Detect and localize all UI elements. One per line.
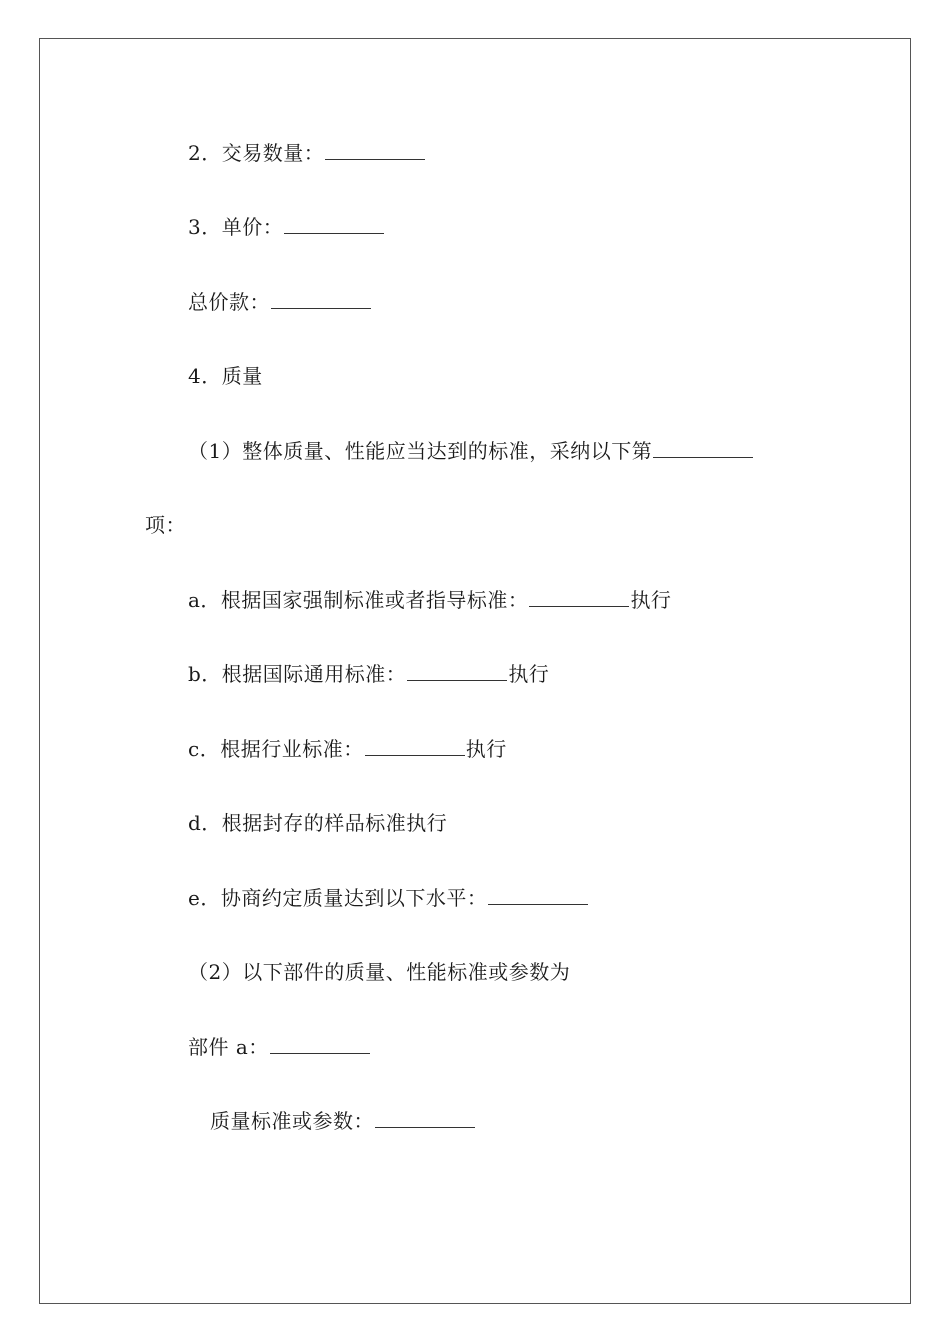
total-price-line — [188, 289, 372, 315]
trade-quantity-label: 2．交易数量： — [188, 141, 325, 165]
unit-price-line — [188, 214, 385, 240]
part-a-standard-label: 质量标准或参数： — [210, 1109, 374, 1133]
parts-quality-heading-text: （2）以下部件的质量、性能标准或参数为 — [188, 960, 571, 984]
option-a-label: a．根据国家强制标准或者指导标准： — [188, 588, 529, 612]
part-a-label: 部件 a： — [188, 1035, 269, 1059]
quality-heading-text: 4．质量 — [188, 364, 263, 388]
overall-quality-continuation — [145, 512, 186, 538]
trade-quantity-blank[interactable] — [325, 141, 425, 160]
option-b-line — [188, 661, 549, 687]
part-a-blank[interactable] — [270, 1035, 370, 1054]
overall-quality-line — [188, 438, 754, 464]
option-c-line — [188, 736, 507, 762]
option-e-label: e．协商约定质量达到以下水平： — [188, 886, 488, 910]
overall-quality-blank[interactable] — [653, 439, 753, 458]
option-d-line — [188, 810, 447, 836]
option-b-label: b．根据国际通用标准： — [188, 662, 407, 686]
part-a-line — [188, 1034, 371, 1060]
overall-quality-continuation-text: 项： — [145, 513, 186, 537]
quality-heading — [188, 363, 263, 389]
option-a-blank[interactable] — [529, 588, 629, 607]
unit-price-label: 3．单价： — [188, 215, 284, 239]
total-price-label: 总价款： — [188, 290, 270, 314]
option-a-line — [188, 587, 671, 613]
overall-quality-label: （1）整体质量、性能应当达到的标准，采纳以下第 — [188, 439, 653, 463]
unit-price-blank[interactable] — [284, 215, 384, 234]
parts-quality-heading — [188, 959, 570, 985]
part-a-standard-line — [210, 1108, 476, 1134]
option-b-suffix: 执行 — [508, 662, 550, 686]
option-b-blank[interactable] — [407, 662, 507, 681]
trade-quantity-line — [188, 140, 426, 166]
option-a-suffix: 执行 — [630, 588, 672, 612]
option-e-blank[interactable] — [488, 886, 588, 905]
option-e-line — [188, 885, 589, 911]
total-price-blank[interactable] — [271, 290, 371, 309]
option-d-text: d．根据封存的样品标准执行 — [188, 811, 448, 835]
option-c-blank[interactable] — [365, 737, 465, 756]
option-c-suffix: 执行 — [465, 737, 507, 761]
part-a-standard-blank[interactable] — [375, 1109, 475, 1128]
option-c-label: c．根据行业标准： — [188, 737, 364, 761]
